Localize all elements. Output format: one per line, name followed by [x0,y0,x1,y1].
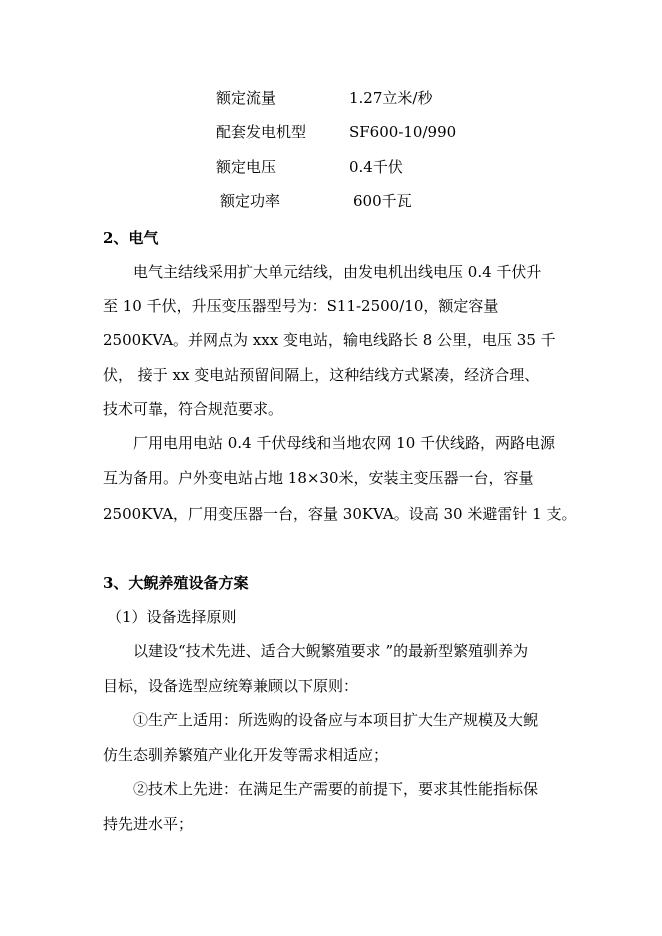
paragraph-line: 互为备用。户外变电站占地 18×30米，安装主变压器一台，容量 [103,469,534,487]
spec-value: SF600-10/990 [349,123,457,141]
spec-label: 额定电压 [216,158,277,176]
paragraph-line: 电气主结线采用扩大单元结线，由发电机出线电压 0.4 千伏升 [133,263,542,281]
spec-label: 额定流量 [216,89,277,107]
spec-value: 600千瓦 [353,192,412,210]
paragraph-line: 2500KVA。并网点为 xxx 变电站，输电线路长 8 公里，电压 35 千 [103,331,556,349]
paragraph-line: 仿生态驯养繁殖产业化开发等需求相适应； [103,746,389,764]
subsection-heading: （1）设备选择原则 [107,608,237,626]
section-heading: 3、大鲵养殖设备方案 [103,574,249,592]
spec-label: 配套发电机型 [216,123,307,141]
paragraph-line: ②技术上先进：在满足生产需要的前提下，要求其性能指标保 [133,780,539,798]
paragraph-line: 至 10 千伏，升压变压器型号为：S11-2500/10，额定容量 [103,297,499,315]
paragraph-line: 以建设“技术先进、适合大鲵繁殖要求 ”的最新型繁殖驯养为 [133,642,529,660]
spec-value: 0.4千伏 [349,158,403,176]
spec-value: 1.27立米/秒 [349,89,433,107]
section-heading: 2、电气 [103,229,159,247]
paragraph-line: 伏， 接于 xx 变电站预留间隔上，这种结线方式紧凑，经济合理、 [103,366,540,384]
paragraph-line: ①生产上适用：所选购的设备应与本项目扩大生产规模及大鲵 [133,711,539,729]
spec-label: 额定功率 [220,192,281,210]
paragraph-line: 持先进水平； [103,815,194,833]
paragraph-line: 厂用电用电站 0.4 千伏母线和当地农网 10 千伏线路，两路电源 [133,434,556,452]
paragraph-line: 2500KVA，厂用变压器一台，容量 30KVA。设高 30 米避雷针 1 支。 [103,505,577,523]
paragraph-line: 技术可靠，符合规范要求。 [103,400,284,418]
paragraph-line: 目标，设备选型应统筹兼顾以下原则： [103,677,359,695]
